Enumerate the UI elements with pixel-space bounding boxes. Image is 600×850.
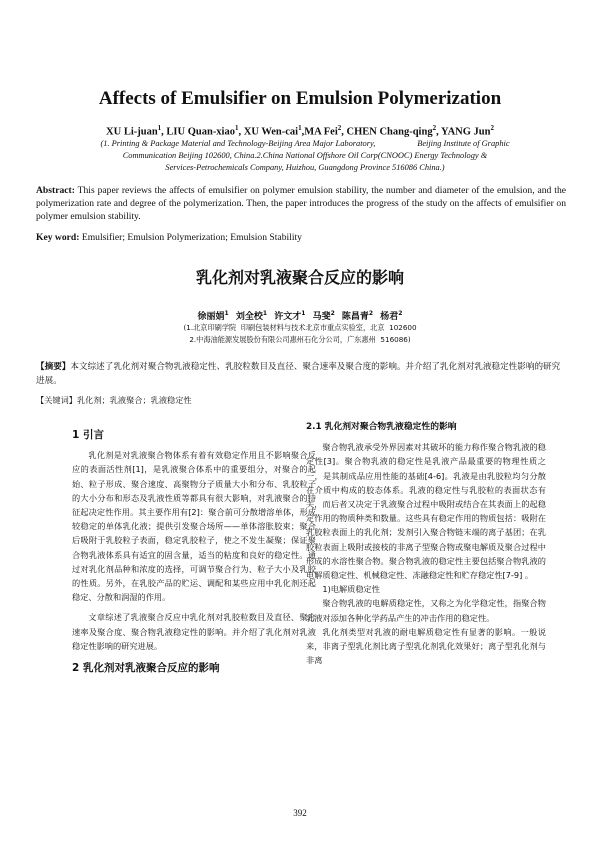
english-author-name: YANG Jun bbox=[440, 126, 491, 138]
chinese-author-name: 徐丽娟 bbox=[197, 312, 225, 322]
chinese-affiliation-line: 2.中海油能源发展股份有限公司惠州石化分公司，广东惠州 516086) bbox=[189, 335, 411, 344]
body-paragraph: 聚合物乳液承受外界因素对其破坏的能力称作聚合物乳液的稳定性[3]。聚合物乳液的稳定性是乳液产品最重要的物理性质之一，是其制成品应用性能的基础[4-6]。乳液是由乳胶粒均匀分散在介质中构成的胶态体系。乳液的稳定性与乳胶粒的表面状态有关，而后者又决定于乳液聚合过程中吸附或结合在其表面上的起稳定作用的物质种类和数量。这些具有稳定作用的物质包括：吸附在乳胶粒表面上的乳化剂；发剂引入聚合物链末端的离子基团；在乳胶粒表面上吸附或接枝的非离子型聚合物或聚电解质及聚合过程中形成的水溶性聚合物。聚合物乳液的稳定性主要包括聚合物乳液的电解质稳定性、机械稳定性、冻融稳定性和贮存稳定性[7-9] 。 bbox=[306, 442, 546, 581]
english-keyword-text: Emulsifier; Emulsion Polymerization; Emulsion Stability bbox=[79, 232, 302, 243]
english-author-superscript: 2 bbox=[490, 124, 494, 132]
english-author-separator: , bbox=[341, 126, 347, 138]
body-left-column bbox=[72, 420, 316, 681]
chinese-author-superscript: 2 bbox=[398, 310, 403, 317]
subsection-heading: 2.1 乳化剂对聚合物乳液稳定性的影响 bbox=[306, 422, 457, 432]
chinese-author-superscript: 2 bbox=[330, 310, 335, 317]
english-title: Affects of Emulsifier on Emulsion Polymerization bbox=[98, 88, 502, 109]
chinese-abstract-text: 本文综述了乳化剂对聚合物乳液稳定性、乳胶粒数目及直径、聚合速率及聚合度的影响。并介绍了乳化剂对乳液稳定性影响的研究进展。 bbox=[36, 362, 561, 386]
english-abstract-text: This paper reviews the affects of emulsifier on polymer emulsion stability, the number and diameter of the emulsion, and the polymerization rate and degree of the polymerization. Then, the paper introduces the progress of the study on the affects of emulsifier on polymer emulsion stability. bbox=[36, 185, 566, 222]
english-affiliation-line: (1. Printing & Package Material and Technology-Beijing Area Major Laboratory, Beijing Institute of Graphic bbox=[100, 139, 510, 148]
chinese-abstract bbox=[36, 361, 566, 388]
chinese-author-name: 杨君 bbox=[380, 312, 399, 322]
english-abstract-label: Abstract: bbox=[36, 185, 75, 196]
english-author-superscript: 1 bbox=[157, 124, 162, 132]
english-affiliation-line: Services-Petrochemicals Company, Huizhou, Guangdong Province 516086 China.) bbox=[165, 163, 445, 172]
body-paragraph: 乳化剂是对乳液聚合物体系有着有效稳定作用且不影响聚合反应的表面活性剂[1]，是乳液聚合体系中的重要组分，对聚合的起始、粒子形成、聚合速度、高聚物分子质量大小和分布、乳胶粒子的大小分布和形态及乳液性质等都具有很大影响，对乳液聚合的特征起决定性作用。其主要作用有[2]：聚合前可分散增溶单体，形成较稳定的单体乳化液；提供引发聚合场所——单体溶胀胶束；聚合后吸附于乳胶粒子表面，稳定乳胶粒子，使之不发生凝聚；保证聚合物乳液体系具有适宜的固含量，适当的粘度和良好的稳定性。通过对乳化剂品种和浓度的选择，可调节聚合行为、粒子大小及乳胶的性质。另外，在乳胶产品的贮运、调配和某些应用中乳化剂还起稳定、分散和润湿的作用。 bbox=[72, 450, 316, 603]
english-author-separator: , bbox=[301, 126, 305, 138]
english-keyword-label: Key word: bbox=[36, 232, 80, 243]
english-keywords bbox=[36, 232, 566, 243]
english-author-name: LIU Quan-xiao bbox=[166, 126, 235, 138]
chinese-author-superscript: 1 bbox=[262, 310, 268, 317]
chinese-affiliation bbox=[0, 322, 600, 346]
chinese-author-superscript: 2 bbox=[368, 310, 374, 317]
english-author-name: XU Li-juan bbox=[106, 126, 158, 138]
body-paragraph: 乳化剂类型对乳液的耐电解质稳定性有显著的影响。一般说来，非离子型乳化剂比离子型乳化剂乳化效果好；离子型乳化剂与非离 bbox=[306, 626, 546, 666]
subsubsection-heading: 1)电解质稳定性 bbox=[322, 584, 380, 595]
chinese-abstract-label: 【摘要】 bbox=[36, 362, 71, 372]
english-authors bbox=[30, 124, 570, 138]
chinese-keywords: 【关键词】乳化剂；乳液聚合；乳液稳定性 bbox=[36, 395, 192, 405]
english-author-superscript: 1 bbox=[234, 124, 239, 132]
body-paragraph: 聚合物乳液的电解质稳定性，又称之为化学稳定性，指聚合物乳液对添加各种化学药品产生的冲击作用的稳定性。 bbox=[306, 598, 546, 623]
chinese-author-name: 陈昌青 bbox=[341, 312, 369, 322]
body-right-column bbox=[306, 420, 546, 667]
section-heading: 2 乳化剂对乳液聚合反应的影响 bbox=[72, 662, 220, 675]
chinese-author-superscript: 1 bbox=[301, 310, 306, 317]
english-author-separator: , bbox=[238, 126, 244, 138]
english-author-separator: , bbox=[436, 126, 441, 138]
english-affiliation-line: Communication Beijing 102600, China.2.China National Offshore Oil Corp(CNOOC) Energy Technology & bbox=[122, 151, 488, 160]
english-author-separator: , bbox=[161, 126, 167, 138]
chinese-author-name: 马斐 bbox=[312, 312, 331, 322]
chinese-title: 乳化剂对乳液聚合反应的影响 bbox=[195, 268, 404, 287]
english-author-name: CHEN Chang-qing bbox=[346, 126, 433, 138]
chinese-author-name: 许文才 bbox=[274, 312, 302, 322]
chinese-author-name: 刘全校 bbox=[235, 312, 263, 322]
chinese-authors bbox=[0, 309, 600, 322]
english-author-superscript: 1 bbox=[298, 124, 302, 132]
english-affiliation bbox=[80, 138, 530, 174]
english-author-name: MA Fei bbox=[304, 126, 338, 138]
chinese-author-superscript: 1 bbox=[224, 310, 229, 317]
body-paragraph: 文章综述了乳液聚合反应中乳化剂对乳胶粒数目及直径、聚合速率及聚合度、聚合物乳液稳定性的影响。并介绍了乳化剂对乳液稳定性影响的研究进展。 bbox=[72, 612, 316, 651]
page-number: 392 bbox=[293, 808, 307, 818]
english-author-superscript: 2 bbox=[337, 124, 342, 132]
english-abstract bbox=[36, 185, 566, 223]
section-heading: 1 引言 bbox=[72, 429, 104, 441]
english-author-name: XU Wen-cai bbox=[243, 126, 299, 138]
english-author-superscript: 2 bbox=[432, 124, 437, 132]
chinese-affiliation-line: (1.北京印刷学院 印刷包装材料与技术北京市重点实验室，北京 102600 bbox=[183, 323, 417, 332]
